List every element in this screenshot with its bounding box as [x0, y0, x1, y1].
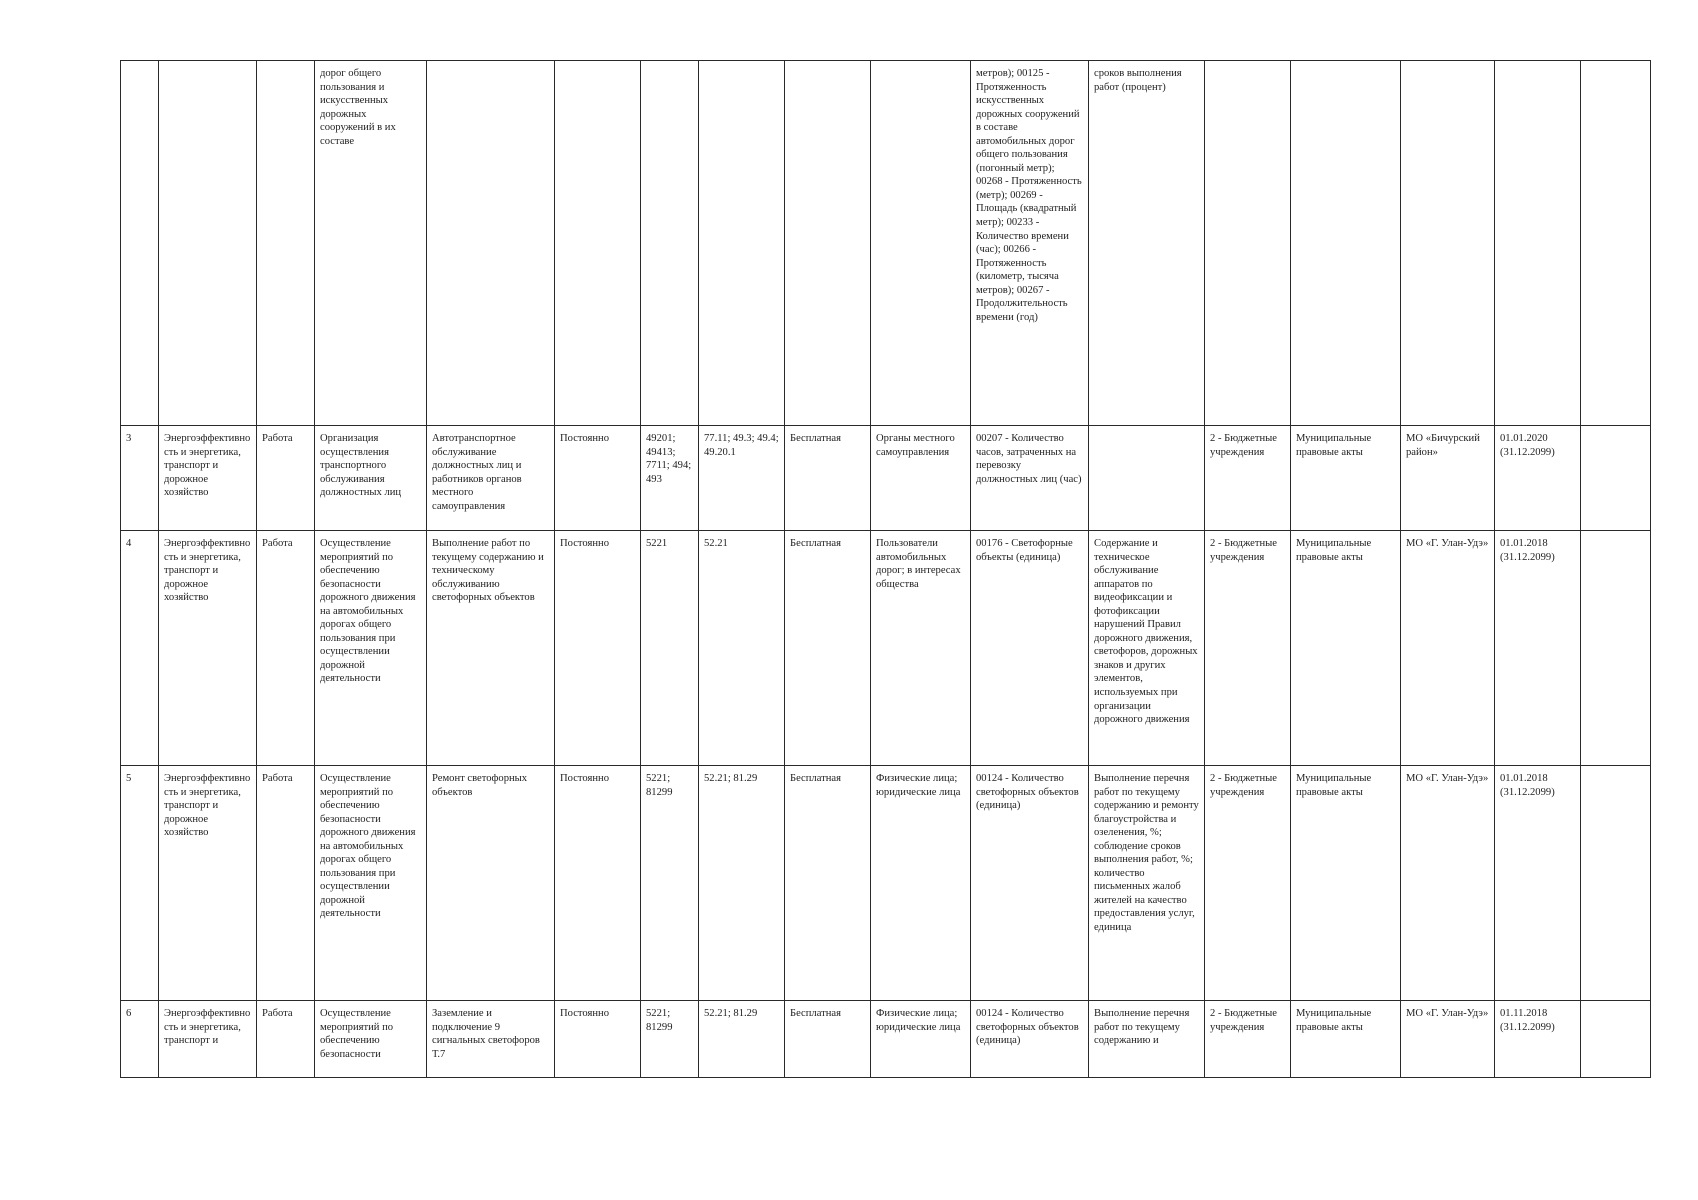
cell-num: 4 — [121, 531, 159, 766]
cell-kind: Работа — [257, 531, 315, 766]
cell-num: 6 — [121, 1001, 159, 1078]
cell-kind — [257, 61, 315, 426]
cell-okved2: 52.21 — [699, 531, 785, 766]
cell-okved2: 52.21; 81.29 — [699, 766, 785, 1001]
cell-municipality: МО «Бичурский район» — [1401, 426, 1495, 531]
cell-content — [427, 61, 555, 426]
cell-okved: 5221; 81299 — [641, 1001, 699, 1078]
cell-name: Осуществление мероприятий по обеспечению безопасности дорожного движения на автомобильных дорогах общего пользования при осуществлении дорожной деятельности — [315, 531, 427, 766]
cell-consumers: Физические лица; юридические лица — [871, 766, 971, 1001]
cell-extra — [1581, 766, 1651, 1001]
cell-frequency: Постоянно — [555, 766, 641, 1001]
table-row — [121, 426, 1651, 531]
cell-extra — [1581, 426, 1651, 531]
cell-sphere: Энергоэффективность и энергетика, транспорт и дорожное хозяйство — [159, 426, 257, 531]
cell-frequency: Постоянно — [555, 1001, 641, 1078]
cell-frequency — [555, 61, 641, 426]
cell-municipality: МО «Г. Улан-Удэ» — [1401, 1001, 1495, 1078]
cell-institution-type: 2 - Бюджетные учреждения — [1205, 531, 1291, 766]
cell-municipality — [1401, 61, 1495, 426]
cell-quality-indicators: сроков выполнения работ (процент) — [1089, 61, 1205, 426]
cell-legal-acts — [1291, 61, 1401, 426]
cell-legal-acts: Муниципальные правовые акты — [1291, 426, 1401, 531]
cell-institution-type — [1205, 61, 1291, 426]
table-row — [121, 61, 1651, 426]
cell-name: дорог общего пользования и искусственных дорожных сооружений в их составе — [315, 61, 427, 426]
cell-frequency: Постоянно — [555, 531, 641, 766]
cell-kind: Работа — [257, 1001, 315, 1078]
cell-name: Осуществление мероприятий по обеспечению безопасности дорожного движения на автомобильных дорогах общего пользования при осуществлении дорожной деятельности — [315, 766, 427, 1001]
cell-volume-indicators: 00207 - Количество часов, затраченных на перевозку должностных лиц (час) — [971, 426, 1089, 531]
cell-institution-type: 2 - Бюджетные учреждения — [1205, 426, 1291, 531]
cell-sphere: Энергоэффективность и энергетика, транспорт и дорожное хозяйство — [159, 766, 257, 1001]
cell-content: Ремонт светофорных объектов — [427, 766, 555, 1001]
cell-consumers — [871, 61, 971, 426]
cell-dates: 01.01.2018 (31.12.2099) — [1495, 531, 1581, 766]
cell-municipality: МО «Г. Улан-Удэ» — [1401, 766, 1495, 1001]
cell-legal-acts: Муниципальные правовые акты — [1291, 531, 1401, 766]
cell-extra — [1581, 1001, 1651, 1078]
cell-payment: Бесплатная — [785, 531, 871, 766]
cell-kind: Работа — [257, 426, 315, 531]
cell-dates: 01.01.2018 (31.12.2099) — [1495, 766, 1581, 1001]
cell-num — [121, 61, 159, 426]
table-body — [121, 61, 1651, 1078]
cell-extra — [1581, 61, 1651, 426]
cell-volume-indicators: 00124 - Количество светофорных объектов (единица) — [971, 1001, 1089, 1078]
cell-okved: 5221; 81299 — [641, 766, 699, 1001]
cell-institution-type: 2 - Бюджетные учреждения — [1205, 1001, 1291, 1078]
cell-volume-indicators: 00124 - Количество светофорных объектов (единица) — [971, 766, 1089, 1001]
cell-dates — [1495, 61, 1581, 426]
cell-okved2: 77.11; 49.3; 49.4; 49.20.1 — [699, 426, 785, 531]
cell-payment: Бесплатная — [785, 1001, 871, 1078]
cell-okved: 49201; 49413; 7711; 494; 493 — [641, 426, 699, 531]
cell-dates: 01.01.2020 (31.12.2099) — [1495, 426, 1581, 531]
cell-quality-indicators: Выполнение перечня работ по текущему содержанию и ремонту благоустройства и озеленения, %; соблюдение сроков выполнения работ, %; количество письменных жалоб жителей на качество предоставления услуг, единица — [1089, 766, 1205, 1001]
cell-legal-acts: Муниципальные правовые акты — [1291, 766, 1401, 1001]
cell-consumers: Органы местного самоуправления — [871, 426, 971, 531]
cell-payment: Бесплатная — [785, 766, 871, 1001]
cell-num: 5 — [121, 766, 159, 1001]
cell-quality-indicators — [1089, 426, 1205, 531]
cell-content: Выполнение работ по текущему содержанию и техническому обслуживанию светофорных объектов — [427, 531, 555, 766]
cell-okved2 — [699, 61, 785, 426]
cell-consumers: Пользователи автомобильных дорог; в интересах общества — [871, 531, 971, 766]
cell-kind: Работа — [257, 766, 315, 1001]
cell-consumers: Физические лица; юридические лица — [871, 1001, 971, 1078]
cell-num: 3 — [121, 426, 159, 531]
cell-okved2: 52.21; 81.29 — [699, 1001, 785, 1078]
cell-institution-type: 2 - Бюджетные учреждения — [1205, 766, 1291, 1001]
table-row — [121, 1001, 1651, 1078]
table-row — [121, 531, 1651, 766]
cell-quality-indicators: Выполнение перечня работ по текущему содержанию и — [1089, 1001, 1205, 1078]
cell-dates: 01.11.2018 (31.12.2099) — [1495, 1001, 1581, 1078]
cell-sphere — [159, 61, 257, 426]
cell-extra — [1581, 531, 1651, 766]
cell-content: Автотранспортное обслуживание должностных лиц и работников органов местного самоуправления — [427, 426, 555, 531]
cell-okved: 5221 — [641, 531, 699, 766]
table-row — [121, 766, 1651, 1001]
cell-quality-indicators: Содержание и техническое обслуживание аппаратов по видеофиксации и фотофиксации нарушений Правил дорожного движения, светофоров, дорожных знаков и других элементов, используемых при организации дорожного движения — [1089, 531, 1205, 766]
cell-volume-indicators: метров); 00125 - Протяженность искусственных дорожных сооружений в составе автомобильных дорог общего пользования (погонный метр); 00268 - Протяженность (метр); 00269 - Площадь (квадратный метр); 00233 - Количество времени (час); 00266 - Протяженность (километр, тысяча метров); 00267 - Продолжительность времени (год) — [971, 61, 1089, 426]
cell-okved — [641, 61, 699, 426]
cell-content: Заземление и подключение 9 сигнальных светофоров Т.7 — [427, 1001, 555, 1078]
cell-volume-indicators: 00176 - Светофорные объекты (единица) — [971, 531, 1089, 766]
cell-name: Осуществление мероприятий по обеспечению безопасности — [315, 1001, 427, 1078]
services-register-table — [120, 60, 1651, 1078]
cell-frequency: Постоянно — [555, 426, 641, 531]
cell-sphere: Энергоэффективность и энергетика, транспорт и дорожное хозяйство — [159, 531, 257, 766]
cell-payment — [785, 61, 871, 426]
cell-municipality: МО «Г. Улан-Удэ» — [1401, 531, 1495, 766]
cell-payment: Бесплатная — [785, 426, 871, 531]
cell-sphere: Энергоэффективность и энергетика, транспорт и — [159, 1001, 257, 1078]
cell-name: Организация осуществления транспортного обслуживания должностных лиц — [315, 426, 427, 531]
cell-legal-acts: Муниципальные правовые акты — [1291, 1001, 1401, 1078]
